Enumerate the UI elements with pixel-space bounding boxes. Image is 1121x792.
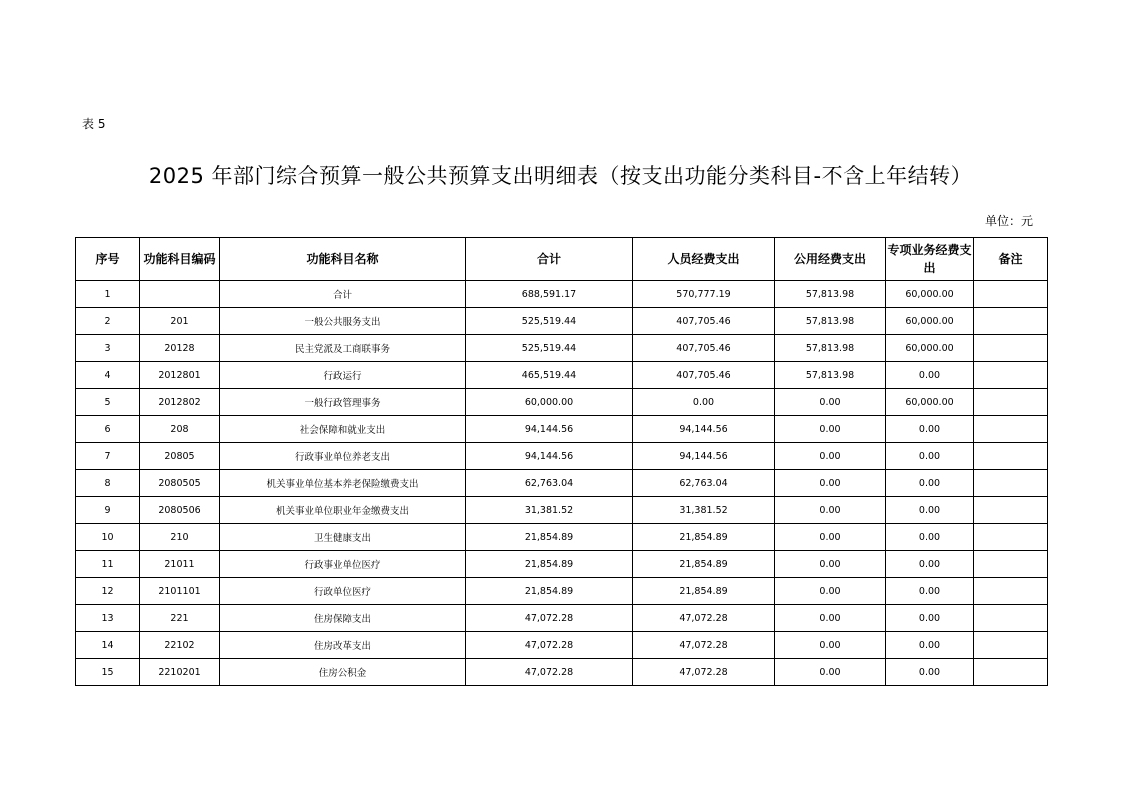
table-row (76, 497, 1048, 524)
cell-remarks (974, 362, 1048, 389)
cell-personnel: 62,763.04 (633, 470, 775, 497)
cell-index: 13 (76, 605, 140, 632)
cell-remarks (974, 551, 1048, 578)
header-code: 功能科目编码 (140, 238, 220, 281)
cell-name: 社会保障和就业支出 (220, 416, 466, 443)
cell-total: 62,763.04 (466, 470, 633, 497)
cell-index: 2 (76, 308, 140, 335)
cell-remarks (974, 443, 1048, 470)
cell-index: 10 (76, 524, 140, 551)
cell-total: 525,519.44 (466, 335, 633, 362)
cell-public: 0.00 (775, 470, 886, 497)
cell-index: 7 (76, 443, 140, 470)
cell-personnel: 0.00 (633, 389, 775, 416)
header-index: 序号 (76, 238, 140, 281)
cell-total: 21,854.89 (466, 578, 633, 605)
cell-remarks (974, 497, 1048, 524)
cell-remarks (974, 389, 1048, 416)
cell-code: 2210201 (140, 659, 220, 686)
cell-name: 合计 (220, 281, 466, 308)
cell-public: 57,813.98 (775, 281, 886, 308)
cell-code: 210 (140, 524, 220, 551)
cell-code: 2012802 (140, 389, 220, 416)
table-row (76, 389, 1048, 416)
cell-remarks (974, 416, 1048, 443)
table-row (76, 281, 1048, 308)
cell-name: 行政事业单位医疗 (220, 551, 466, 578)
cell-code: 2101101 (140, 578, 220, 605)
cell-personnel: 407,705.46 (633, 362, 775, 389)
table-row (76, 659, 1048, 686)
cell-public: 0.00 (775, 659, 886, 686)
header-public: 公用经费支出 (775, 238, 886, 281)
cell-remarks (974, 470, 1048, 497)
cell-code: 22102 (140, 632, 220, 659)
cell-public: 57,813.98 (775, 308, 886, 335)
cell-public: 57,813.98 (775, 335, 886, 362)
cell-code: 2080505 (140, 470, 220, 497)
cell-special: 0.00 (886, 443, 974, 470)
table-row (76, 362, 1048, 389)
cell-code: 21011 (140, 551, 220, 578)
cell-total: 21,854.89 (466, 551, 633, 578)
cell-public: 0.00 (775, 416, 886, 443)
cell-index: 15 (76, 659, 140, 686)
cell-index: 8 (76, 470, 140, 497)
cell-special: 60,000.00 (886, 308, 974, 335)
cell-public: 0.00 (775, 632, 886, 659)
cell-index: 4 (76, 362, 140, 389)
cell-index: 6 (76, 416, 140, 443)
cell-total: 47,072.28 (466, 632, 633, 659)
cell-public: 0.00 (775, 551, 886, 578)
table-row (76, 578, 1048, 605)
cell-special: 60,000.00 (886, 335, 974, 362)
cell-special: 0.00 (886, 605, 974, 632)
table-row (76, 632, 1048, 659)
cell-special: 0.00 (886, 524, 974, 551)
cell-personnel: 94,144.56 (633, 416, 775, 443)
header-total: 合计 (466, 238, 633, 281)
cell-personnel: 21,854.89 (633, 551, 775, 578)
cell-total: 47,072.28 (466, 659, 633, 686)
cell-remarks (974, 335, 1048, 362)
header-remarks: 备注 (974, 238, 1048, 281)
table-row (76, 470, 1048, 497)
cell-special: 60,000.00 (886, 389, 974, 416)
table-row (76, 443, 1048, 470)
header-name: 功能科目名称 (220, 238, 466, 281)
cell-remarks (974, 659, 1048, 686)
table-row (76, 335, 1048, 362)
cell-code: 208 (140, 416, 220, 443)
cell-total: 60,000.00 (466, 389, 633, 416)
cell-name: 行政事业单位养老支出 (220, 443, 466, 470)
cell-total: 688,591.17 (466, 281, 633, 308)
unit-label: 单位：元 (984, 214, 1033, 228)
cell-public: 0.00 (775, 605, 886, 632)
cell-total: 47,072.28 (466, 605, 633, 632)
table-row (76, 605, 1048, 632)
cell-remarks (974, 578, 1048, 605)
cell-personnel: 21,854.89 (633, 578, 775, 605)
cell-index: 12 (76, 578, 140, 605)
cell-public: 0.00 (775, 524, 886, 551)
cell-total: 21,854.89 (466, 524, 633, 551)
cell-special: 0.00 (886, 578, 974, 605)
cell-index: 5 (76, 389, 140, 416)
cell-personnel: 31,381.52 (633, 497, 775, 524)
header-special: 专项业务经费支出 (886, 238, 974, 281)
cell-special: 0.00 (886, 416, 974, 443)
cell-name: 民主党派及工商联事务 (220, 335, 466, 362)
cell-index: 9 (76, 497, 140, 524)
cell-personnel: 47,072.28 (633, 659, 775, 686)
header-personnel: 人员经费支出 (633, 238, 775, 281)
cell-index: 11 (76, 551, 140, 578)
cell-personnel: 94,144.56 (633, 443, 775, 470)
cell-name: 机关事业单位基本养老保险缴费支出 (220, 470, 466, 497)
table-row (76, 551, 1048, 578)
cell-remarks (974, 605, 1048, 632)
table-row (76, 308, 1048, 335)
table-row (76, 524, 1048, 551)
cell-index: 3 (76, 335, 140, 362)
cell-index: 14 (76, 632, 140, 659)
cell-total: 525,519.44 (466, 308, 633, 335)
cell-public: 0.00 (775, 389, 886, 416)
table-number-label: 表 5 (82, 117, 106, 131)
cell-code: 20805 (140, 443, 220, 470)
cell-name: 住房改革支出 (220, 632, 466, 659)
cell-total: 94,144.56 (466, 443, 633, 470)
cell-personnel: 21,854.89 (633, 524, 775, 551)
cell-special: 0.00 (886, 362, 974, 389)
cell-special: 0.00 (886, 470, 974, 497)
cell-name: 机关事业单位职业年金缴费支出 (220, 497, 466, 524)
cell-name: 一般公共服务支出 (220, 308, 466, 335)
cell-name: 行政单位医疗 (220, 578, 466, 605)
cell-special: 60,000.00 (886, 281, 974, 308)
cell-total: 465,519.44 (466, 362, 633, 389)
cell-total: 94,144.56 (466, 416, 633, 443)
cell-code: 2012801 (140, 362, 220, 389)
cell-code: 201 (140, 308, 220, 335)
cell-public: 0.00 (775, 578, 886, 605)
cell-name: 卫生健康支出 (220, 524, 466, 551)
document-title: 2025 年部门综合预算一般公共预算支出明细表（按支出功能分类科目-不含上年结转） (148, 164, 973, 188)
cell-personnel: 407,705.46 (633, 335, 775, 362)
cell-public: 57,813.98 (775, 362, 886, 389)
cell-name: 住房保障支出 (220, 605, 466, 632)
cell-personnel: 47,072.28 (633, 605, 775, 632)
cell-total: 31,381.52 (466, 497, 633, 524)
cell-remarks (974, 281, 1048, 308)
cell-public: 0.00 (775, 443, 886, 470)
cell-name: 住房公积金 (220, 659, 466, 686)
cell-special: 0.00 (886, 659, 974, 686)
cell-public: 0.00 (775, 497, 886, 524)
cell-personnel: 570,777.19 (633, 281, 775, 308)
cell-special: 0.00 (886, 551, 974, 578)
cell-name: 行政运行 (220, 362, 466, 389)
cell-name: 一般行政管理事务 (220, 389, 466, 416)
cell-special: 0.00 (886, 497, 974, 524)
cell-remarks (974, 524, 1048, 551)
table-row (76, 416, 1048, 443)
cell-code: 20128 (140, 335, 220, 362)
cell-remarks (974, 632, 1048, 659)
cell-special: 0.00 (886, 632, 974, 659)
cell-remarks (974, 308, 1048, 335)
cell-code (140, 281, 220, 308)
cell-personnel: 407,705.46 (633, 308, 775, 335)
budget-table (75, 237, 1048, 686)
table-header-row (76, 238, 1048, 281)
cell-personnel: 47,072.28 (633, 632, 775, 659)
cell-index: 1 (76, 281, 140, 308)
cell-code: 2080506 (140, 497, 220, 524)
cell-code: 221 (140, 605, 220, 632)
